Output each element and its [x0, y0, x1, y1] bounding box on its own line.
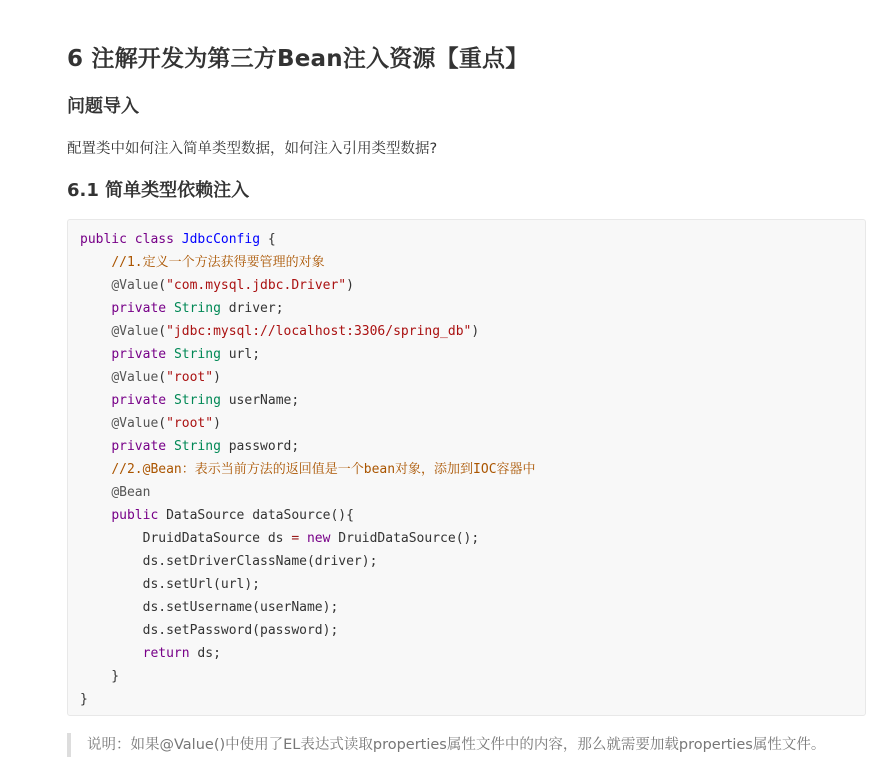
code-token: "root"	[166, 416, 214, 431]
code-token: =	[291, 531, 300, 546]
code-token: //1.定义一个方法获得要管理的对象	[111, 255, 325, 270]
code-line	[80, 688, 536, 711]
code-token	[80, 278, 111, 293]
code-token: @Bean	[111, 485, 151, 500]
code-line	[80, 619, 536, 642]
code-token: private	[111, 393, 167, 408]
code-line	[80, 274, 536, 297]
intro-heading: 问题导入	[67, 96, 139, 117]
code-token	[80, 439, 111, 454]
code-token: new	[306, 531, 331, 546]
code-token: (	[158, 324, 167, 339]
section-heading: 6.1 简单类型依赖注入	[67, 180, 250, 201]
code-token: JdbcConfig	[181, 232, 261, 247]
code-token: ds.setUrl(url);	[80, 577, 261, 592]
code-token	[80, 462, 111, 477]
code-line	[80, 504, 536, 527]
code-token	[80, 370, 111, 385]
code-token	[80, 255, 111, 270]
code-token: //2.@Bean：表示当前方法的返回值是一个bean对象，添加到IOC容器中	[111, 462, 536, 477]
code-token: DruidDataSource ds	[80, 531, 292, 546]
code-token: String	[173, 439, 221, 454]
code-token: public	[111, 508, 159, 523]
code-token: @Value	[111, 278, 159, 293]
code-token: )	[213, 370, 221, 385]
page-title: 6 注解开发为第三方Bean注入资源【重点】	[67, 46, 529, 72]
code-line	[80, 665, 536, 688]
code-line	[80, 366, 536, 389]
code-token: }	[80, 692, 88, 707]
code-token: )	[471, 324, 480, 339]
code-token: private	[111, 347, 167, 362]
code-token: (	[158, 278, 167, 293]
code-token	[80, 301, 111, 316]
code-token: driver;	[220, 301, 284, 316]
code-token: String	[173, 301, 221, 316]
code-token	[166, 301, 174, 316]
code-token: public	[80, 232, 127, 247]
code-token	[80, 393, 111, 408]
code-token	[174, 232, 182, 247]
code-line	[80, 458, 536, 481]
code-line	[80, 251, 536, 274]
code-token	[80, 508, 111, 523]
code-token	[299, 531, 307, 546]
code-token: ds.setPassword(password);	[80, 623, 339, 638]
code-token: private	[111, 439, 167, 454]
code-token	[80, 485, 111, 500]
code-token: return	[142, 646, 190, 661]
code-token	[80, 416, 111, 431]
code-line	[80, 550, 536, 573]
code-line	[80, 642, 536, 665]
code-token: ds.setDriverClassName(driver);	[80, 554, 378, 569]
code-token	[80, 324, 111, 339]
code-token: url;	[220, 347, 261, 362]
code-token: }	[80, 669, 120, 684]
code-token: "com.mysql.jdbc.Driver"	[166, 278, 347, 293]
code-line	[80, 320, 536, 343]
code-token: "jdbc:mysql://localhost:3306/spring_db"	[166, 324, 472, 339]
code-token: (	[158, 416, 167, 431]
code-token: ds;	[189, 646, 221, 661]
code-token	[127, 232, 135, 247]
code-token: "root"	[166, 370, 214, 385]
code-line	[80, 596, 536, 619]
code-token	[80, 646, 143, 661]
code-line	[80, 412, 536, 435]
code-token: String	[173, 347, 221, 362]
code-token	[166, 439, 174, 454]
code-line	[80, 573, 536, 596]
intro-question: 配置类中如何注入简单类型数据，如何注入引用类型数据?	[67, 141, 438, 157]
code-line	[80, 481, 536, 504]
code-line	[80, 343, 536, 366]
code-token: )	[213, 416, 221, 431]
code-token: @Value	[111, 370, 159, 385]
code-line	[80, 435, 536, 458]
note-text: 说明：如果@Value()中使用了EL表达式读取properties属性文件中的内容，那么就需要加载properties属性文件。	[87, 737, 826, 753]
code-content[interactable]	[80, 228, 536, 711]
code-line	[80, 228, 536, 251]
code-token: {	[260, 232, 276, 247]
code-token: class	[134, 232, 174, 247]
code-token: ds.setUsername(userName);	[80, 600, 339, 615]
code-token: (	[158, 370, 167, 385]
code-token: DataSource dataSource(){	[158, 508, 354, 523]
code-token: DruidDataSource();	[330, 531, 480, 546]
code-token: )	[346, 278, 354, 293]
note-blockquote	[67, 733, 866, 757]
code-block[interactable]	[67, 219, 866, 716]
code-token: userName;	[220, 393, 300, 408]
code-token	[166, 393, 174, 408]
code-line	[80, 389, 536, 412]
code-token: @Value	[111, 324, 159, 339]
code-token: password;	[220, 439, 300, 454]
code-token: String	[173, 393, 221, 408]
code-line	[80, 527, 536, 550]
code-line	[80, 297, 536, 320]
code-token	[80, 347, 111, 362]
code-token	[166, 347, 174, 362]
code-token: private	[111, 301, 167, 316]
code-token: @Value	[111, 416, 159, 431]
